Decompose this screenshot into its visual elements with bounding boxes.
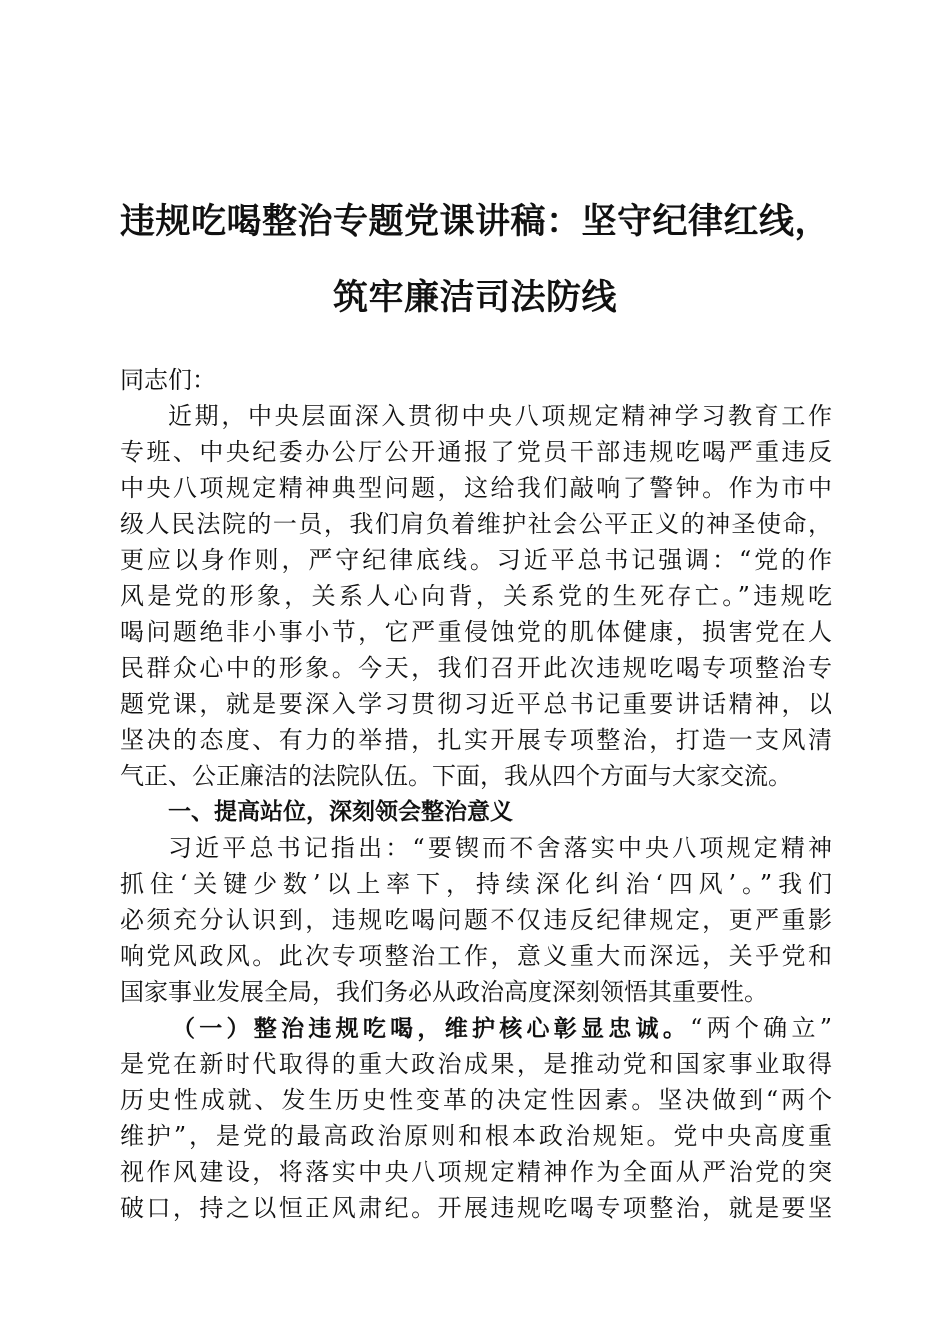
intro-line: 专班、中央纪委办公厅公开通报了党员干部违规吃喝严重违反: [120, 438, 832, 466]
document-title-line-2: 筑牢廉洁司法防线: [332, 278, 617, 318]
section-1-heading: 一、提高站位，深刻领会整治意义: [168, 799, 513, 825]
subsection-1-first-rest: “两个确立”: [690, 1014, 832, 1042]
intro-line: 民群众心中的形象。今天，我们召开此次违规吃喝专项整治专: [120, 654, 832, 682]
subsection-1-line: 视作风建设，将落实中央八项规定精神作为全面从严治党的突: [120, 1158, 832, 1186]
section-1-line: 必须充分认识到，违规吃喝问题不仅违反纪律规定，更严重影: [120, 906, 832, 934]
section-1-line: 抓住‘关键少数’以上率下，持续深化纠治‘四风’。”我们: [120, 870, 832, 898]
section-1-line: 响党风政风。此次专项整治工作，意义重大而深远，关乎党和: [120, 942, 832, 970]
intro-line: 气正、公正廉洁的法院队伍。下面，我从四个方面与大家交流。: [120, 762, 792, 790]
subsection-1-line: 是党在新时代取得的重大政治成果，是推动党和国家事业取得: [120, 1050, 832, 1078]
section-1-line: 国家事业发展全局，我们务必从政治高度深刻领悟其重要性。: [120, 978, 768, 1006]
intro-line: 坚决的态度、有力的举措，扎实开展专项整治，打造一支风清: [120, 726, 832, 754]
intro-line: 题党课，就是要深入学习贯彻习近平总书记重要讲话精神，以: [120, 690, 832, 718]
intro-line: 近期，中央层面深入贯彻中央八项规定精神学习教育工作: [168, 402, 832, 430]
intro-line: 中央八项规定精神典型问题，这给我们敲响了警钟。作为市中: [120, 474, 832, 502]
intro-line: 喝问题绝非小事小节，它严重侵蚀党的肌体健康，损害党在人: [120, 618, 832, 646]
greeting: 同志们：: [120, 366, 216, 394]
intro-line: 级人民法院的一员，我们肩负着维护社会公平正义的神圣使命，: [120, 510, 832, 538]
document-body: [120, 362, 832, 1226]
section-1-line: 习近平总书记指出：“要锲而不舍落实中央八项规定精神: [168, 834, 832, 862]
subsection-1-line: 历史性成就、发生历史性变革的决定性因素。坚决做到“两个: [120, 1086, 832, 1114]
document-title-line-1: 违规吃喝整治专题党课讲稿：坚守纪律红线，: [119, 202, 830, 242]
subsection-1-first-line: [120, 1010, 832, 1046]
subsection-1-line: 破口，持之以恒正风肃纪。开展违规吃喝专项整治，就是要坚: [120, 1194, 832, 1222]
intro-line: 风是党的形象，关系人心向背，关系党的生死存亡。”违规吃: [120, 582, 832, 610]
subsection-1-heading: （一）整治违规吃喝，维护核心彰显忠诚。: [172, 1016, 691, 1042]
subsection-1-line: 维护”，是党的最高政治原则和根本政治规矩。党中央高度重: [120, 1122, 832, 1150]
intro-line: 更应以身作则，严守纪律底线。习近平总书记强调：“党的作: [120, 546, 832, 574]
